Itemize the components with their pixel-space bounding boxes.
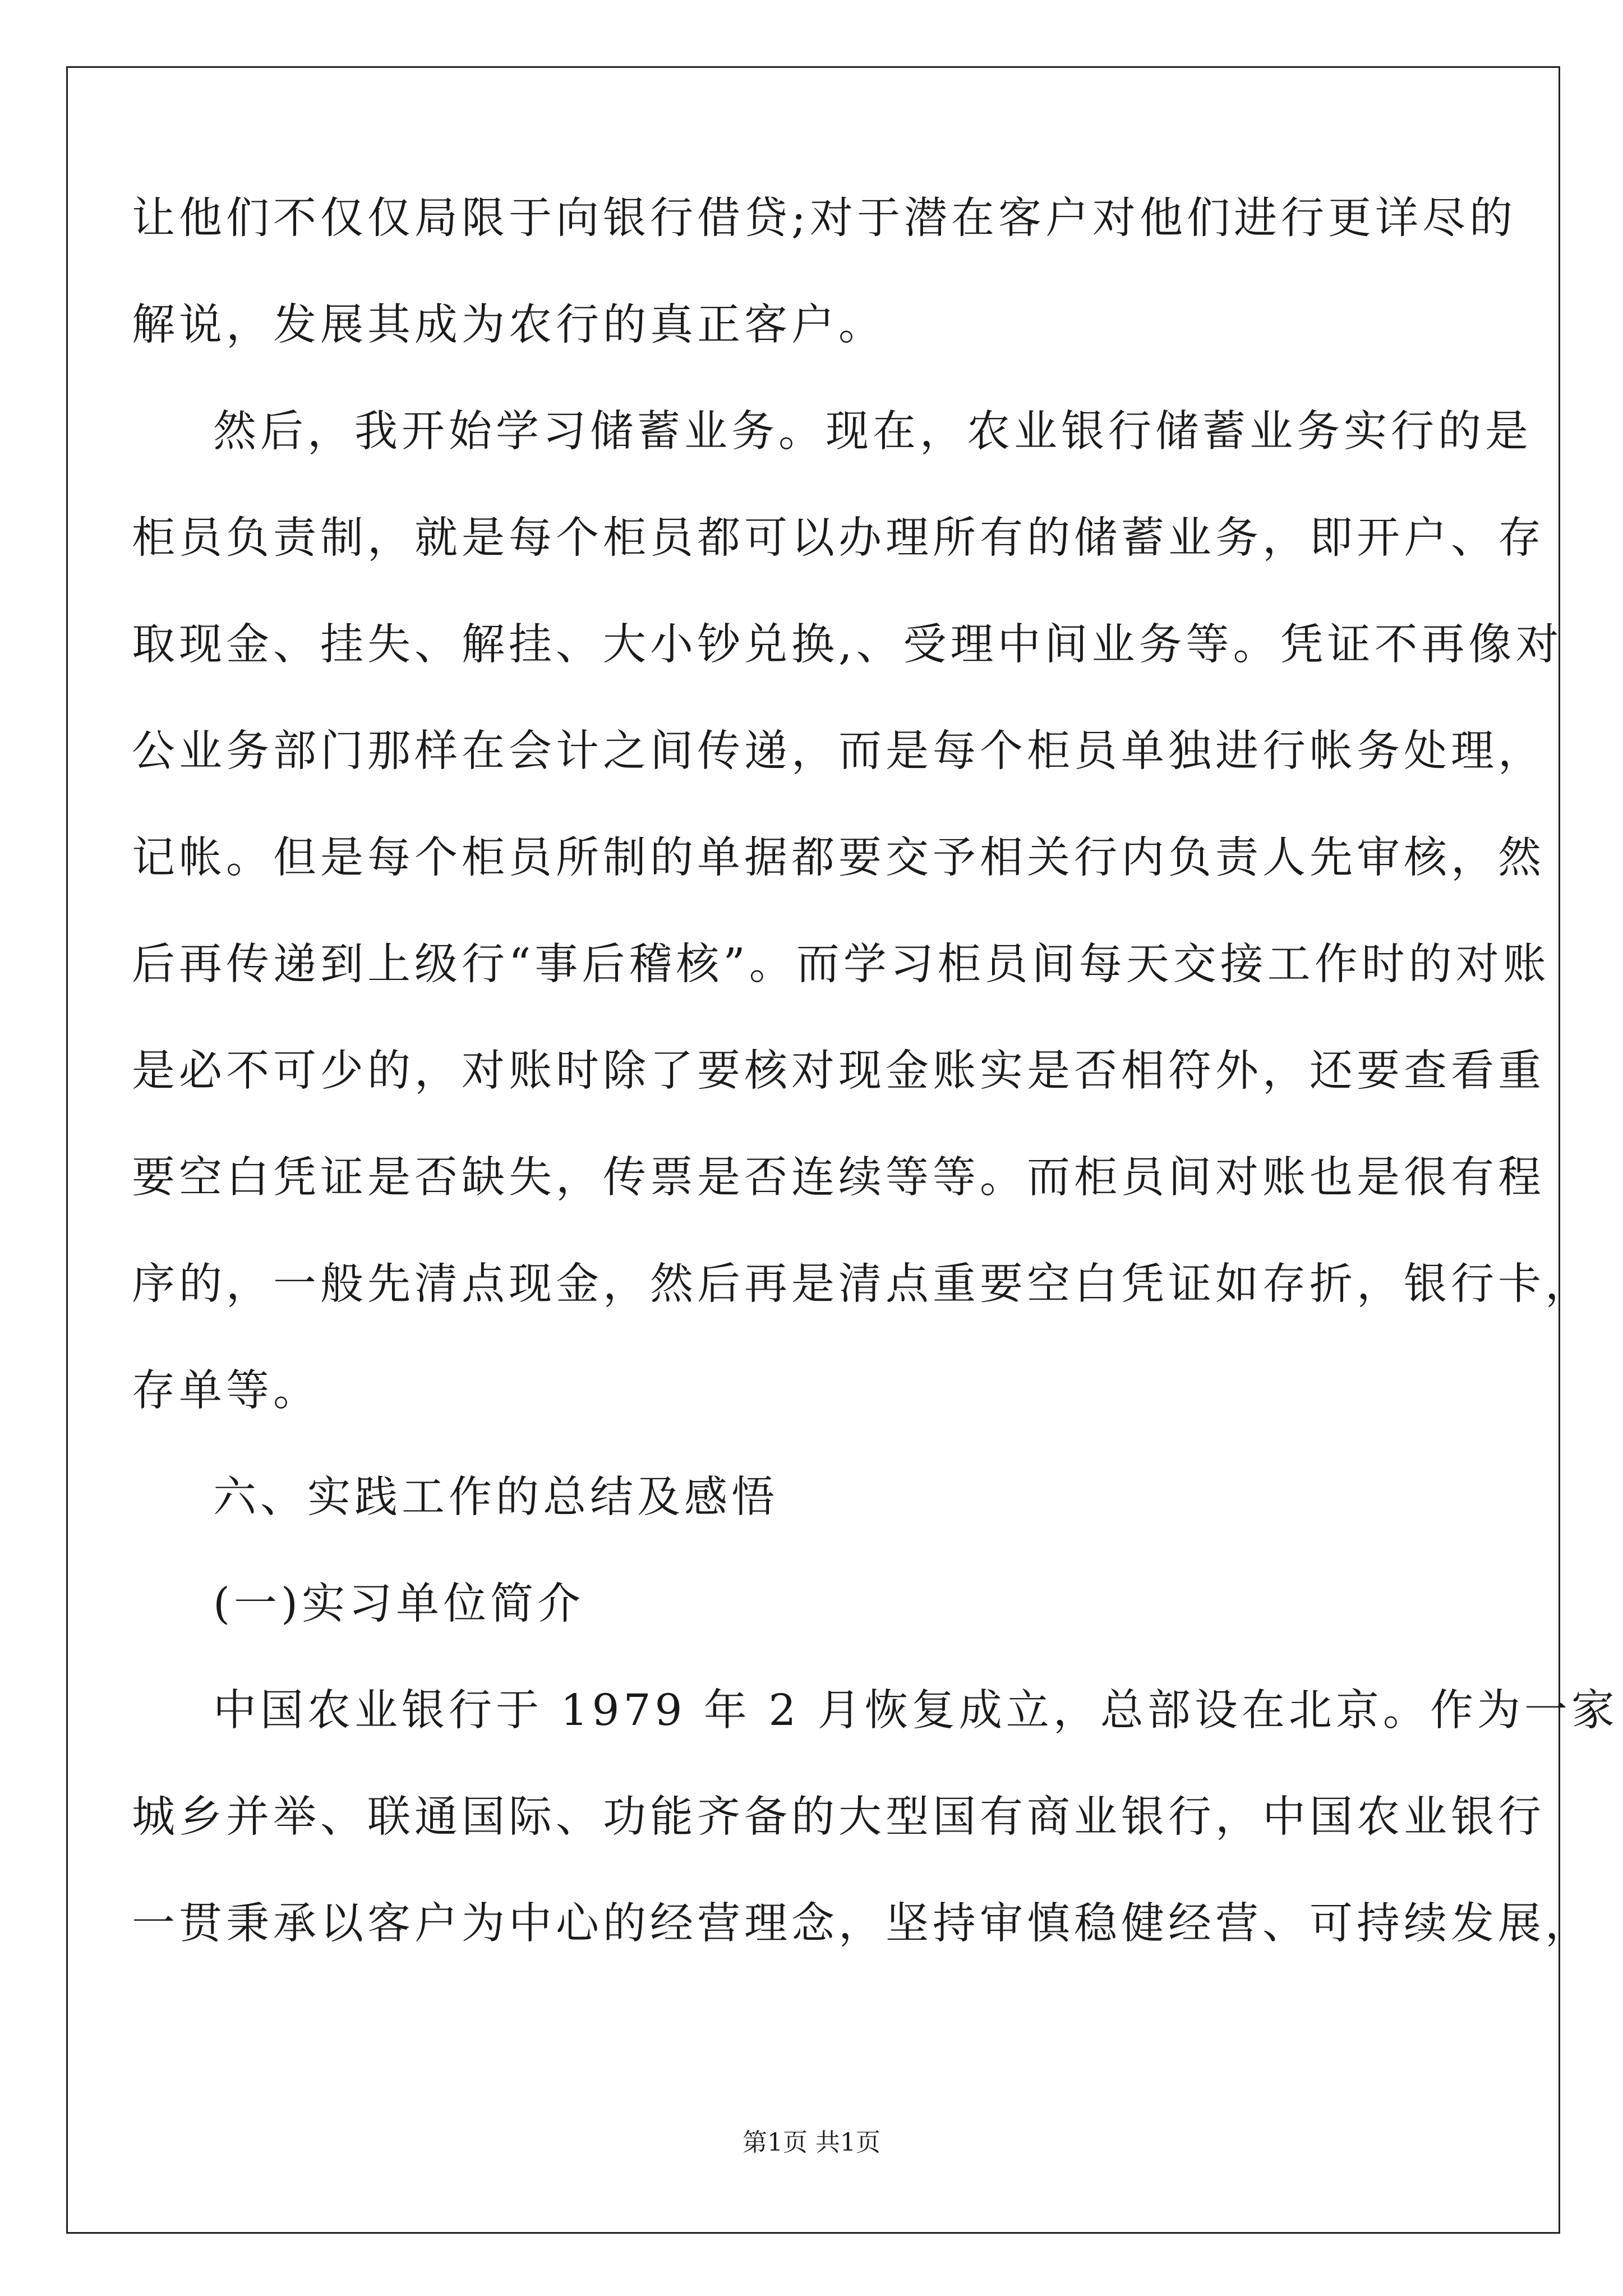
text-line: 是必不可少的，对账时除了要核对现金账实是否相符外，还要查看重 — [132, 1046, 1545, 1096]
text-line: 存单等。 — [132, 1366, 320, 1416]
text-line: 让他们不仅仅局限于向银行借贷;对于潜在客户对他们进行更详尽的 — [132, 194, 1516, 243]
text-line: 柜员负责制，就是每个柜员都可以办理所有的储蓄业务，即开户、存 — [132, 513, 1545, 563]
text-line: 序的，一般先清点现金，然后再是清点重要空白凭证如存折，银行卡， — [132, 1259, 1592, 1309]
paragraph-start-line: 然后，我开始学习储蓄业务。现在，农业银行储蓄业务实行的是 — [213, 407, 1532, 457]
text-line: 城乡并举、联通国际、功能齐备的大型国有商业银行，中国农业银行 — [132, 1792, 1545, 1842]
text-line: 一贯秉承以客户为中心的经营理念，坚持审慎稳健经营、可持续发展， — [132, 1899, 1592, 1949]
section-heading: 六、实践工作的总结及感悟 — [213, 1473, 778, 1522]
subsection-heading: (一)实习单位简介 — [213, 1579, 585, 1629]
text-line: 记帐。但是每个柜员所制的单据都要交予相关行内负责人先审核，然 — [132, 833, 1545, 883]
page-footer: 第1页 共1页 — [743, 2128, 880, 2157]
text-line: 公业务部门那样在会计之间传递，而是每个柜员单独进行帐务处理， — [132, 726, 1545, 776]
paragraph-start-line: 中国农业银行于 1979 年 2 月恢复成立，总部设在北京。作为一家 — [213, 1686, 1619, 1736]
text-line: 要空白凭证是否缺失，传票是否连续等等。而柜员间对账也是很有程 — [132, 1153, 1545, 1203]
text-line: 后再传递到上级行“事后稽核”。而学习柜员间每天交接工作时的对账 — [132, 940, 1550, 990]
text-line: 解说，发展其成为农行的真正客户。 — [132, 300, 886, 350]
text-line: 取现金、挂失、解挂、大小钞兑换,、受理中间业务等。凭证不再像对 — [132, 620, 1563, 670]
